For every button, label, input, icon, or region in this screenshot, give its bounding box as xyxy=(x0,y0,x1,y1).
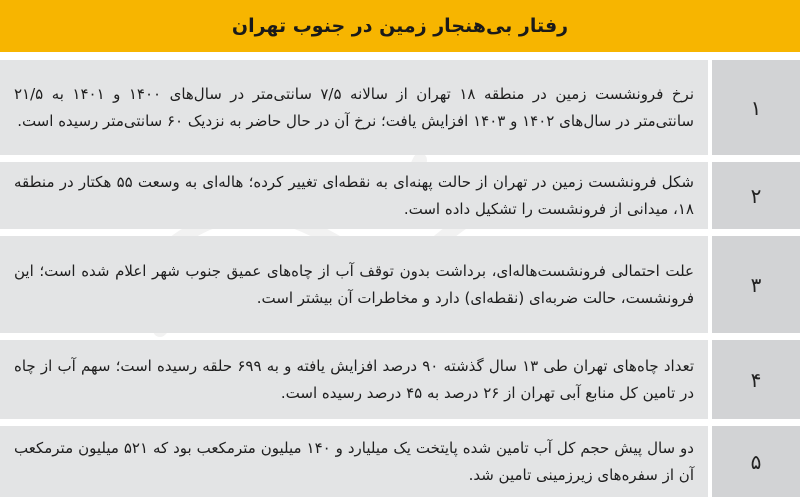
row-text-cell xyxy=(0,162,708,229)
row-number: ۲ xyxy=(712,162,800,229)
table-row xyxy=(0,60,800,155)
page-title: رفتار بی‌هنجار زمین در جنوب تهران xyxy=(231,15,569,37)
table-row xyxy=(0,236,800,333)
table-row xyxy=(0,426,800,497)
row-number: ۴ xyxy=(712,340,800,419)
row-text: شکل فرونشست زمین در تهران از حالت پهنه‌ای به نقطه‌ای تغییر کرده؛ هاله‌ای به وسعت ۵۵ هکتار در منطقه ۱۸، میدانی از فرونشست را تشکیل داده است. xyxy=(14,172,694,218)
row-text: دو سال پیش حجم کل آب تامین شده پایتخت یک میلیارد و ۱۴۰ میلیون مترمکعب بود که ۵۲۱ میلیون مترمکعب آن از سفره‌های زیرزمینی تامین شد. xyxy=(14,438,694,484)
row-text: علت احتمالی فرونشست‌هاله‌ای، برداشت بدون توقف آب از چاه‌های عمیق جنوب شهر اعلام شده است؛ این فرونشست، حالت ضربه‌ای (نقطه‌ای) دارد و مخاطرات آن بیشتر است. xyxy=(14,261,694,307)
table-header xyxy=(0,0,800,52)
row-text-cell xyxy=(0,426,708,497)
row-number: ۱ xyxy=(712,60,800,155)
row-number: ۵ xyxy=(712,426,800,497)
row-text-cell xyxy=(0,60,708,155)
row-number: ۳ xyxy=(712,236,800,333)
row-text: تعداد چاه‌های تهران طی ۱۳ سال گذشته ۹۰ درصد افزایش یافته و به ۶۹۹ حلقه رسیده است؛ سهم آب از چاه در تامین کل منابع آبی تهران از ۲۶ درصد به ۴۵ درصد رسیده است. xyxy=(14,356,694,402)
table-row xyxy=(0,162,800,229)
row-text-cell xyxy=(0,236,708,333)
row-text: نرخ فرونشست زمین در منطقه ۱۸ تهران از سالانه ۷/۵ سانتی‌متر در سال‌های ۱۴۰۰ و ۱۴۰۱ به ۲۱/۵ سانتی‌متر در سال‌های ۱۴۰۲ و ۱۴۰۳ افزایش یافت؛ نرخ آن در حال حاضر به نزدیک ۶۰ سانتی‌متر رسیده است. xyxy=(14,84,694,130)
table-row xyxy=(0,340,800,419)
row-text-cell xyxy=(0,340,708,419)
